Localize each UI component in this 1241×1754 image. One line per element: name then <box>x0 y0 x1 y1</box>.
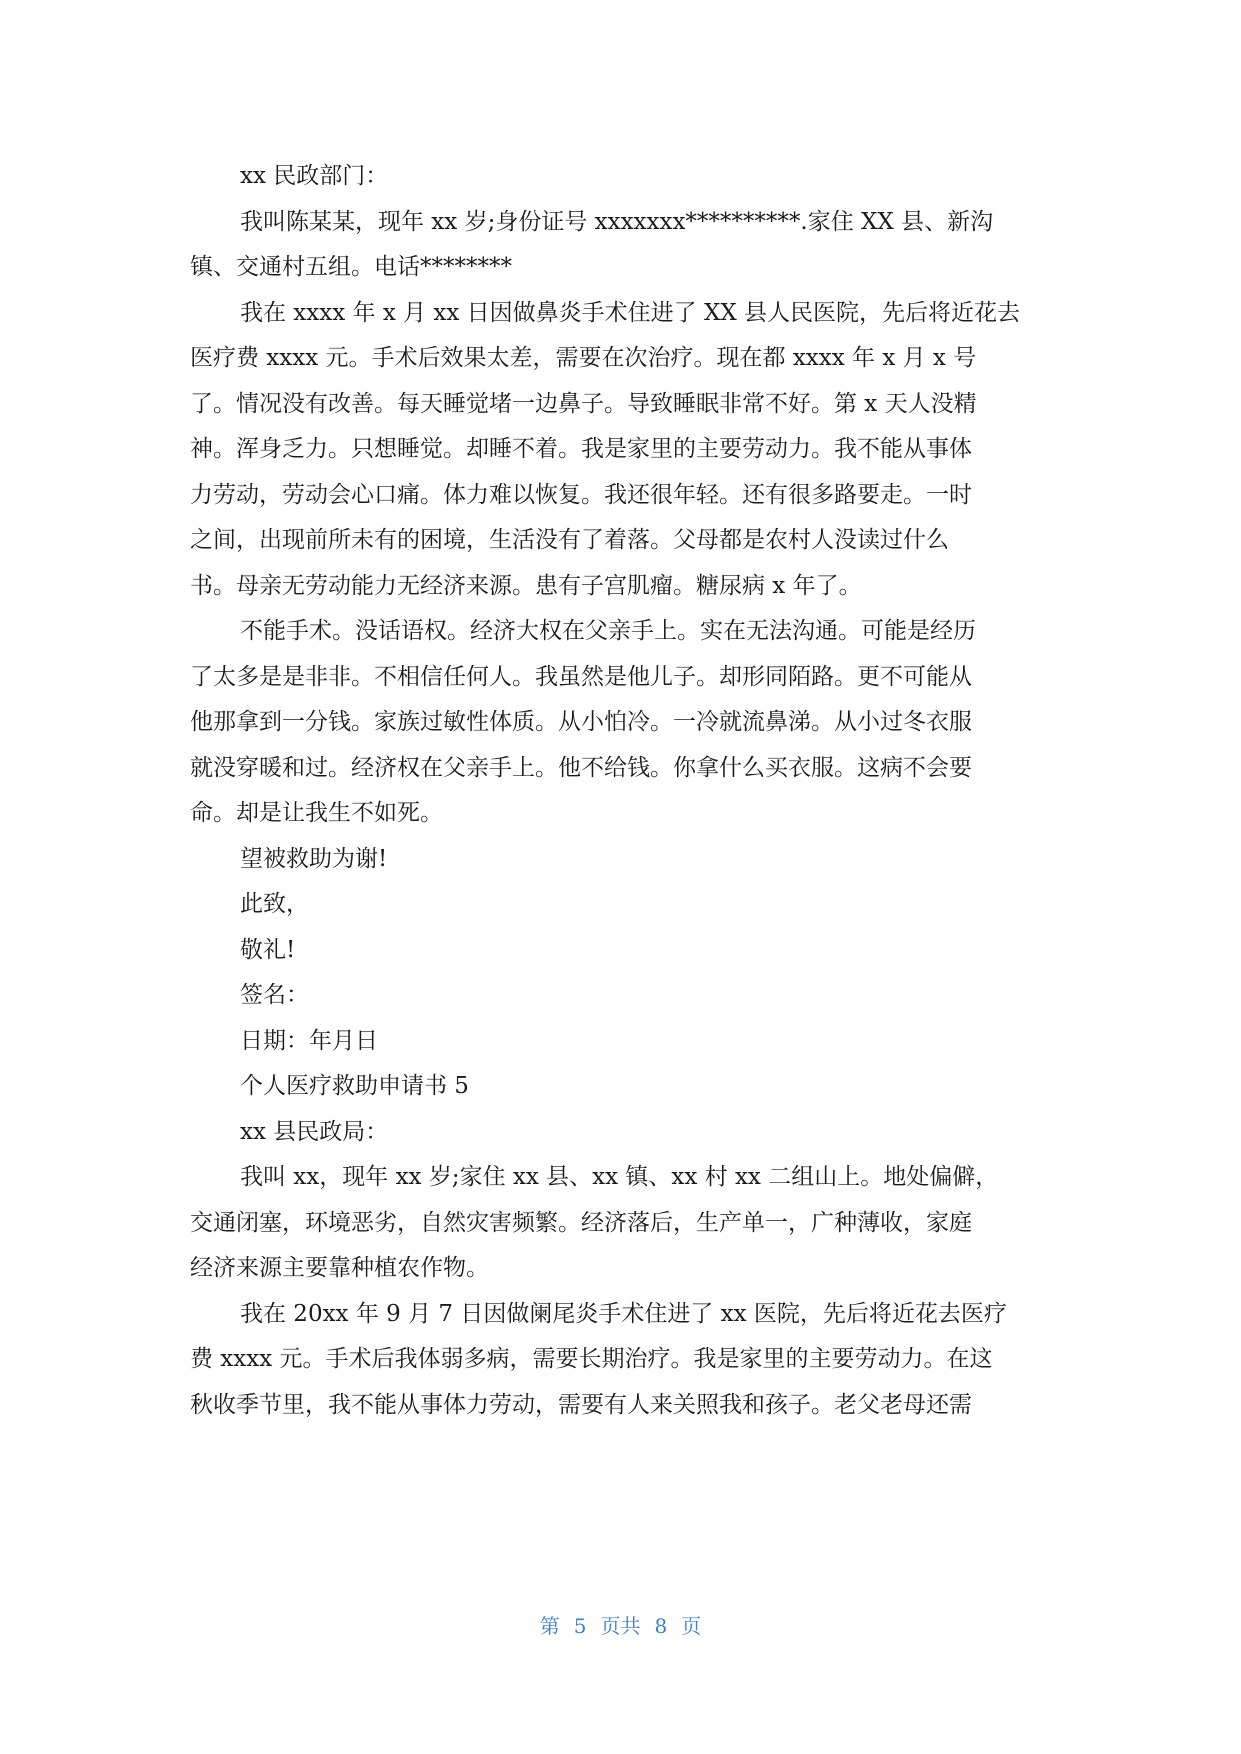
text-line: 书。母亲无劳动能力无经济来源。患有子宫肌瘤。糖尿病 x 年了。 <box>190 572 862 599</box>
text-line: 我叫陈某某，现年 xx 岁;身份证号 xxxxxxx**********.家住 XX 县、新沟 <box>240 208 994 235</box>
text-line: 了。情况没有改善。每天睡觉堵一边鼻子。导致睡眠非常不好。第 x 天人没精 <box>190 390 977 417</box>
text-line: 力劳动，劳动会心口痛。体力难以恢复。我还很年轻。还有很多路要走。一时 <box>190 481 972 508</box>
text-line: 之间，出现前所未有的困境，生活没有了着落。父母都是农村人没读过什么 <box>190 527 949 553</box>
text-line: 望被救助为谢! <box>240 845 388 872</box>
footer-suffix: 页 <box>681 1614 702 1638</box>
text-line: 医疗费 xxxx 元。手术后效果太差，需要在次治疗。现在都 xxxx 年 x 月 x 号 <box>190 345 977 371</box>
text-line: 日期：年月日 <box>240 1027 378 1054</box>
text-line: 神。浑身乏力。只想睡觉。却睡不着。我是家里的主要劳动力。我不能从事体 <box>190 436 972 462</box>
text-line: 签名： <box>240 982 309 1008</box>
text-line: 经济来源主要靠种植农作物。 <box>190 1255 489 1281</box>
text-line: xx 县民政局： <box>240 1118 389 1145</box>
page-footer <box>0 1610 1241 1639</box>
text-line: 就没穿暖和过。经济权在父亲手上。他不给钱。你拿什么买衣服。这病不会要 <box>190 754 972 781</box>
text-line: 他那拿到一分钱。家族过敏性体质。从小怕冷。一冷就流鼻涕。从小过冬衣服 <box>190 709 972 735</box>
text-line: 秋收季节里，我不能从事体力劳动，需要有人来关照我和孩子。老父老母还需 <box>190 1391 972 1418</box>
text-line: 交通闭塞，环境恶劣，自然灾害频繁。经济落后，生产单一，广种薄收，家庭 <box>190 1209 972 1236</box>
footer-prefix: 第 <box>539 1614 560 1638</box>
text-line: 我叫 xx，现年 xx 岁;家住 xx 县、xx 镇、xx 村 xx 二组山上。地处偏僻， <box>240 1164 999 1190</box>
text-line: 敬礼! <box>240 936 296 963</box>
text-line: 不能手术。没话语权。经济大权在父亲手上。实在无法沟通。可能是经历 <box>240 618 976 644</box>
section-title: 个人医疗救助申请书 5 <box>240 1073 469 1099</box>
text-line: 我在 20xx 年 9 月 7 日因做阑尾炎手术住进了 xx 医院，先后将近花去医疗 <box>240 1300 1007 1327</box>
footer-current-page: 5 <box>573 1614 587 1638</box>
text-line: 镇、交通村五组。电话******** <box>190 254 512 280</box>
text-line: 了太多是是非非。不相信任何人。我虽然是他儿子。却形同陌路。更不可能从 <box>190 663 972 690</box>
text-line: 费 xxxx 元。手术后我体弱多病，需要长期治疗。我是家里的主要劳动力。在这 <box>190 1346 993 1372</box>
text-line: xx 民政部门： <box>240 163 389 189</box>
footer-middle: 页共 <box>600 1614 641 1638</box>
footer-total-pages: 8 <box>654 1614 668 1638</box>
text-line: 此致， <box>240 891 309 917</box>
text-line: 我在 xxxx 年 x 月 xx 日因做鼻炎手术住进了 XX 县人民医院，先后将近花去 <box>240 299 1021 326</box>
text-line: 命。却是让我生不如死。 <box>190 800 443 826</box>
document-body <box>190 154 1060 1428</box>
